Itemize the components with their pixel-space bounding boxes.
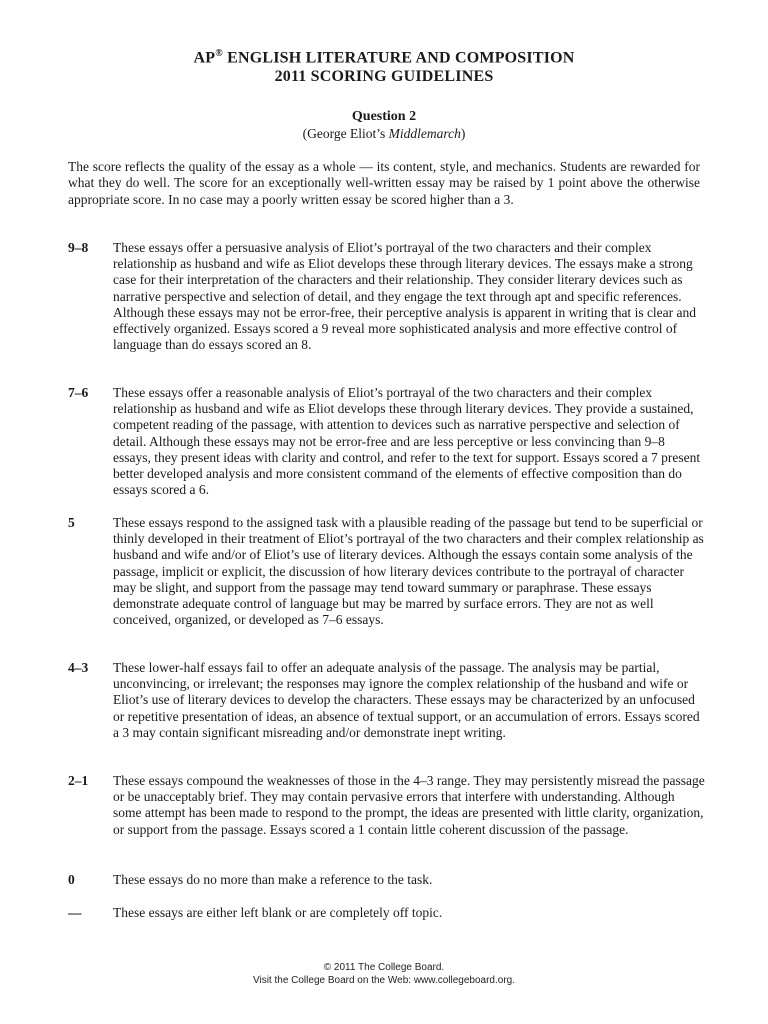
score-label: 0 (68, 872, 75, 887)
score-description: These essays offer a reasonable analysis of Eliot’s portrayal of the two characters and their complex relationship as husband and wife as Eliot develops these through literary devices. They provide a sustained, competent reading of the passage, with attention to devices such as narrative perspective and selection of detail. Although these essays may not be error-free and are less perceptive or less convincing than 9–8 essays, they present ideas with clarity and control, and refer to the text for support. Essays scored a 7 present better developed analysis and more consistent command of the elements of effective composition than do essays scored a 6. (113, 385, 701, 498)
footer-website: Visit the College Board on the Web: www.collegeboard.org. (252, 975, 515, 986)
score-label: 5 (68, 515, 75, 530)
document-title (0, 48, 768, 67)
score-label: 9–8 (68, 240, 89, 255)
source-open: (George Eliot’s (302, 126, 389, 141)
score-label: 2–1 (68, 773, 89, 788)
source-close: ) (460, 126, 466, 141)
intro-paragraph: The score reflects the quality of the essay as a whole — its content, style, and mechanics. Students are rewarded for what they do well. The score for an exceptionally well-written essay may be raised by 1 point above the otherwise appropriate score. In no case may a poorly written essay be scored higher than a 3. (68, 159, 700, 207)
score-description: These essays respond to the assigned task with a plausible reading of the passage but tend to be superficial or thinly developed in their treatment of Eliot’s portrayal of the two characters and their complex relationship as husband and wife and/or of Eliot’s use of literary devices. Although the essays contain some analysis of the passage, implicit or explicit, the discussion of how literary devices contribute to the portrayal of character may be slight, and support from the passage may tend toward summary or paraphrase. These essays demonstrate adequate control of language but may be marred by surface errors. They are not as well conceived, organized, or developed as 7–6 essays. (113, 515, 704, 628)
footer (0, 961, 768, 987)
score-description: These essays offer a persuasive analysis of Eliot’s portrayal of the two characters and their complex relationship as husband and wife as Eliot develops these through literary devices. The essays make a strong case for their interpretation of the characters and their relationship. They consider literary devices such as narrative perspective and selection of detail, and they engage the text through apt and specific references. Although these essays may not be error-free, their perceptive analysis is apparent in writing that is clear and effectively organized. Essays scored a 9 reveal more sophisticated analysis and more effective control of language than do essays scored an 8. (113, 240, 697, 353)
score-label: 4–3 (68, 660, 89, 675)
title-rest: ENGLISH LITERATURE AND COMPOSITION (222, 49, 575, 67)
title-prefix: AP (193, 49, 216, 67)
registered-mark: ® (215, 48, 223, 59)
footer-copyright: © 2011 The College Board. (323, 962, 445, 973)
score-label: — (68, 905, 82, 920)
document-subtitle: 2011 SCORING GUIDELINES (274, 68, 494, 85)
score-description: These essays are either left blank or are completely off topic. (113, 905, 443, 920)
score-description: These essays do no more than make a reference to the task. (113, 872, 433, 887)
question-label: Question 2 (351, 109, 417, 124)
question-source (0, 126, 768, 142)
score-description: These essays compound the weaknesses of those in the 4–3 range. They may persistently misread the passage or be unacceptably brief. They may contain pervasive errors that interfere with understanding. Although some attempt has been made to respond to the prompt, the ideas are presented with little clarity, organization, or support from the passage. Essays scored a 1 contain little coherent discussion of the passage. (113, 773, 705, 837)
score-label: 7–6 (68, 385, 89, 400)
source-title: Middlemarch (388, 126, 461, 141)
score-description: These lower-half essays fail to offer an adequate analysis of the passage. The analysis may be partial, unconvincing, or irrelevant; the responses may ignore the complex relationship of the husband and wife or Eliot’s use of literary devices to develop the characters. These essays may be characterized by an unfocused or repetitive presentation of ideas, an absence of textual support, or an accumulation of errors. Essays scored a 3 may contain significant misreading and/or demonstrate inept writing. (113, 660, 700, 740)
